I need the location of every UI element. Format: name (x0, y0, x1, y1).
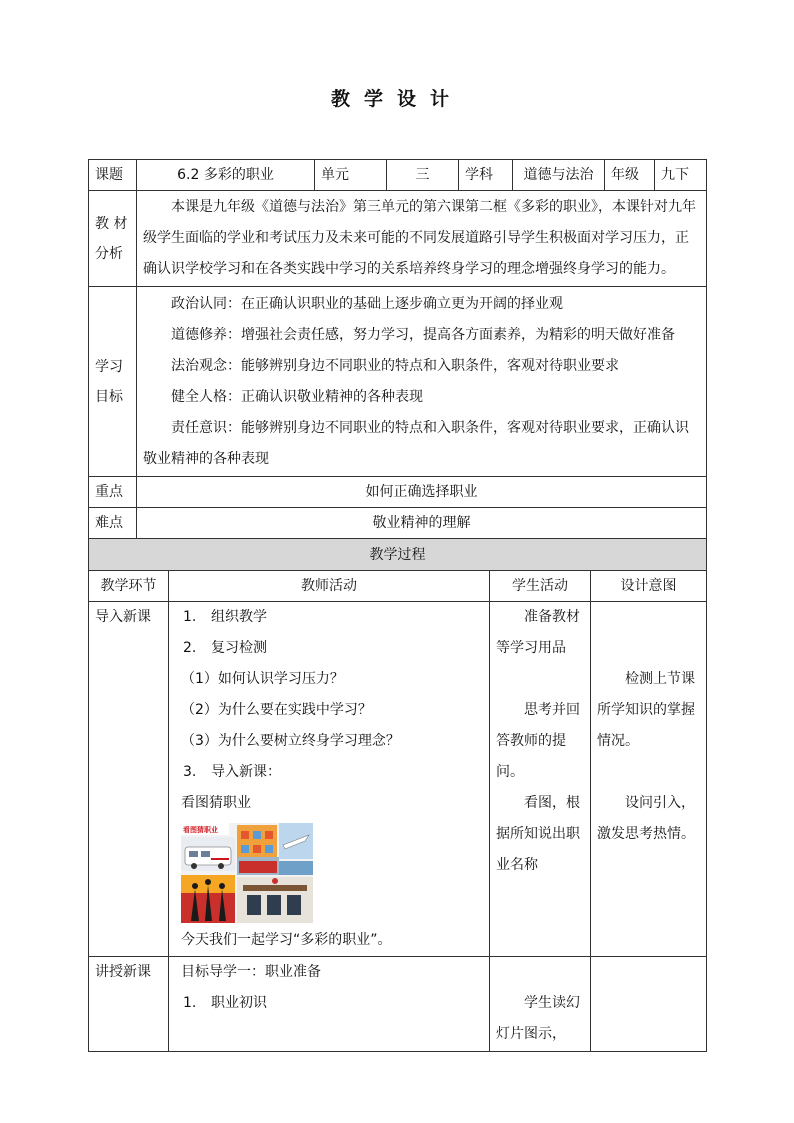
process-title-row (89, 539, 707, 571)
intro-item-2: 复习检测 (211, 640, 267, 656)
item-number: 1. (183, 609, 197, 625)
page-title: 教学设计 (330, 88, 463, 110)
col-stage: 教学环节 (89, 571, 169, 602)
intro-closing: 今天我们一起学习“多彩的职业”。 (181, 932, 392, 948)
student-activity-2: 思考并回答教师的提问。 (496, 702, 580, 780)
item-number: 3. (183, 764, 197, 780)
difficulty-value: 敬业精神的理解 (137, 508, 707, 539)
difficulty-label: 难点 (89, 508, 137, 539)
analysis-label: 教 材 分析 (89, 191, 137, 287)
review-question-1: （1）如何认识学习压力？ (181, 671, 344, 687)
lecture-stage: 讲授新课 (89, 957, 169, 1052)
unit-value: 三 (387, 160, 459, 191)
header-row (89, 160, 707, 191)
col-teacher: 教师活动 (169, 571, 490, 602)
subject-value: 道德与法治 (513, 160, 605, 191)
subject-label: 学科 (459, 160, 513, 191)
lecture-item-1: 职业初识 (211, 995, 267, 1011)
lecture-goal: 目标导学一：职业准备 (181, 964, 321, 980)
intro-row (89, 602, 707, 957)
review-question-2: （2）为什么要在实践中学习？ (181, 702, 372, 718)
grade-label: 年级 (605, 160, 655, 191)
process-header-row (89, 571, 707, 602)
lecture-row (89, 957, 707, 1052)
goal-item: 道德修养：增强社会责任感，努力学习，提高各方面素养，为精彩的明天做好准备 (171, 326, 675, 343)
topic-value: 6.2 多彩的职业 (137, 160, 315, 191)
goals-label: 学习目标 (89, 287, 137, 477)
process-title: 教学过程 (89, 539, 707, 571)
goal-item: 政治认同：在正确认识职业的基础上逐步确立更为开阔的择业观 (171, 295, 563, 312)
key-point-row (89, 477, 707, 508)
goal-item: 健全人格：正确认识敬业精神的各种表现 (171, 388, 423, 405)
difficulty-row (89, 508, 707, 539)
item-number: 1. (183, 995, 197, 1011)
intro-item-3: 导入新课： (211, 764, 281, 780)
analysis-text: 本课是九年级《道德与法治》第三单元的第六课第二框《多彩的职业》，本课针对九年级学生面临的学业和考试压力及未来可能的不同发展道路引导学生积极面对学习压力，正确认识学校学习和在各类实践中学习的关系培养终身学习的理念增强终身学习的能力。 (143, 199, 696, 277)
goals-row (89, 287, 707, 477)
student-activity-1: 准备教材等学习用品 (496, 609, 580, 656)
guess-job-text: 看图猜职业 (181, 795, 251, 811)
key-point-value: 如何正确选择职业 (137, 477, 707, 508)
info-table (88, 159, 707, 539)
col-design: 设计意图 (591, 571, 707, 602)
intro-stage: 导入新课 (89, 602, 169, 957)
col-student: 学生活动 (490, 571, 591, 602)
occupation-collage-image (181, 823, 313, 923)
design-intent-1: 检测上节课所学知识的掌握情况。 (597, 671, 695, 749)
goal-item: 责任意识：能够辨别身边不同职业的特点和入职条件，客观对待职业要求，正确认识敬业精神的各种表现 (143, 419, 689, 467)
item-number: 2. (183, 640, 197, 656)
design-intent-2: 设问引入，激发思考热情。 (597, 795, 695, 842)
unit-label: 单元 (315, 160, 387, 191)
review-question-3: （3）为什么要树立终身学习理念？ (181, 733, 400, 749)
student-activity-3: 看图，根据所知说出职业名称 (496, 795, 580, 873)
goal-item: 法治观念：能够辨别身边不同职业的特点和入职条件，客观对待职业要求 (171, 357, 619, 374)
grade-value: 九下 (655, 160, 707, 191)
key-point-label: 重点 (89, 477, 137, 508)
lecture-student-activity: 学生读幻灯片图示， (496, 995, 580, 1042)
process-table (88, 538, 707, 1052)
intro-item-1: 组织教学 (211, 609, 267, 625)
collage-caption: 看图猜职业 (183, 826, 218, 834)
topic-label: 课题 (89, 160, 137, 191)
analysis-row (89, 191, 707, 287)
